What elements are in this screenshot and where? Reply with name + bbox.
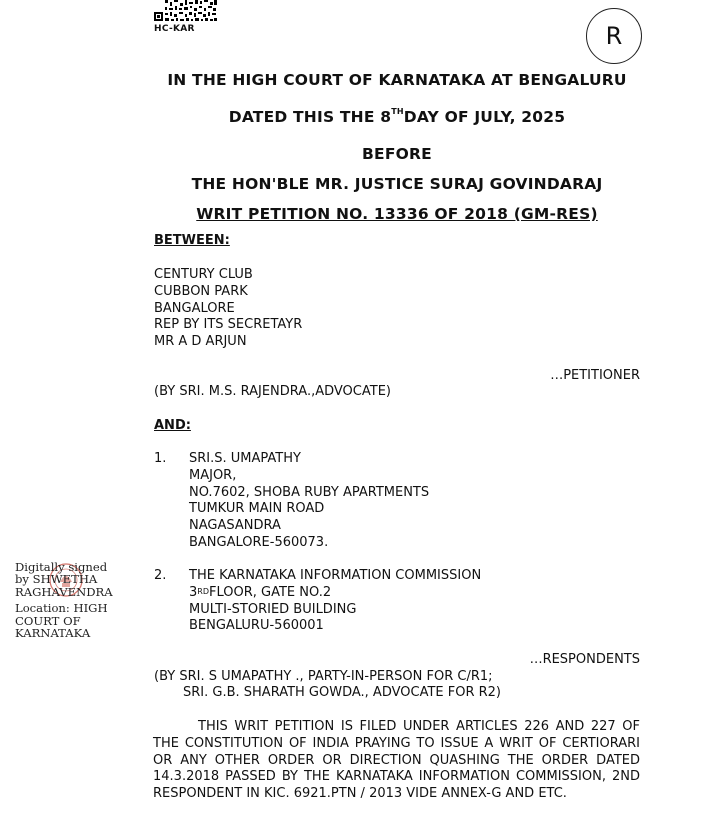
respondent-2-line: THE KARNATAKA INFORMATION COMMISSION <box>189 568 482 583</box>
signature-line: Digitally signed <box>15 560 108 574</box>
respondent-2-number: 2. <box>154 568 167 583</box>
petition-paragraph: THIS WRIT PETITION IS FILED UNDER ARTICLES 226 AND 227 OF THE CONSTITUTION OF INDIA PRAYING TO ISSUE A WRIT OF CERTIORARI OR ANY OTHER ORDER OR DIRECTION QUASHING THE ORDER DATED 14.3.2018 PASSED BY THE KARNATAKA INFORMATION COMMISSION, 2ND RESPONDENT IN KIC. 6921.PTN / 2013 VIDE ANNEX-G AND ETC. <box>153 719 640 802</box>
petitioner-address <box>154 267 302 351</box>
signature-line: KARNATAKA <box>15 626 91 641</box>
signature-line: by SHWETHA <box>15 572 98 587</box>
petition-number: WRIT PETITION NO. 13336 OF 2018 (GM-RES) <box>196 205 598 223</box>
signature-line: RAGHAVENDRA <box>15 584 113 599</box>
respondent-1-line: MAJOR, <box>189 467 237 483</box>
respondent-1-line: SRI.S. UMAPATHY <box>189 451 301 466</box>
respondent-2-address <box>189 568 481 635</box>
petitioner-role: …PETITIONER <box>550 368 640 383</box>
respondents-counsel-2: SRI. G.B. SHARATH GOWDA., ADVOCATE FOR R2) <box>183 685 502 700</box>
hc-code: HC-KAR <box>154 24 195 34</box>
respondent-1-line: BANGALORE-560073. <box>189 534 329 550</box>
qr-code-icon <box>153 0 218 22</box>
judge-name: THE HON'BLE MR. JUSTICE SURAJ GOVINDARAJ <box>191 175 603 193</box>
signature-line: COURT OF <box>15 613 81 628</box>
digital-signature <box>15 561 113 639</box>
respondent-2-floor: 3RDFLOOR, GATE NO.2 <box>189 584 332 600</box>
signature-line: Location: HIGH <box>15 601 108 616</box>
and-label: AND: <box>154 418 191 433</box>
respondent-1-line: TUMKUR MAIN ROAD <box>189 501 325 517</box>
respondent-2-line: BENGALURU-560001 <box>189 618 324 634</box>
petitioner-line: MR A D ARJUN <box>154 334 247 350</box>
respondent-1-number: 1. <box>154 451 167 466</box>
dated-line: DATED THIS THE 8THDAY OF JULY, 2025 <box>228 107 566 126</box>
petitioner-line: CENTURY CLUB <box>154 267 253 282</box>
between-label: BETWEEN: <box>154 233 230 248</box>
respondent-1-line: NO.7602, SHOBA RUBY APARTMENTS <box>189 484 430 500</box>
respondent-2-line: MULTI-STORIED BUILDING <box>189 601 357 617</box>
petitioner-line: BANGALORE <box>154 300 235 316</box>
petitioner-line: REP BY ITS SECRETAYR <box>154 317 303 333</box>
respondents-counsel-1: (BY SRI. S UMAPATHY ., PARTY-IN-PERSON FOR C/R1; <box>154 669 493 684</box>
petitioner-counsel: (BY SRI. M.S. RAJENDRA.,ADVOCATE) <box>154 384 391 399</box>
before-label: BEFORE <box>362 145 432 163</box>
respondent-1-address <box>189 451 429 552</box>
reportable-mark: R <box>586 8 642 64</box>
respondent-1-line: NAGASANDRA <box>189 518 281 534</box>
petitioner-line: CUBBON PARK <box>154 283 248 299</box>
respondents-role: …RESPONDENTS <box>529 652 640 667</box>
court-title: IN THE HIGH COURT OF KARNATAKA AT BENGALURU <box>167 71 627 89</box>
